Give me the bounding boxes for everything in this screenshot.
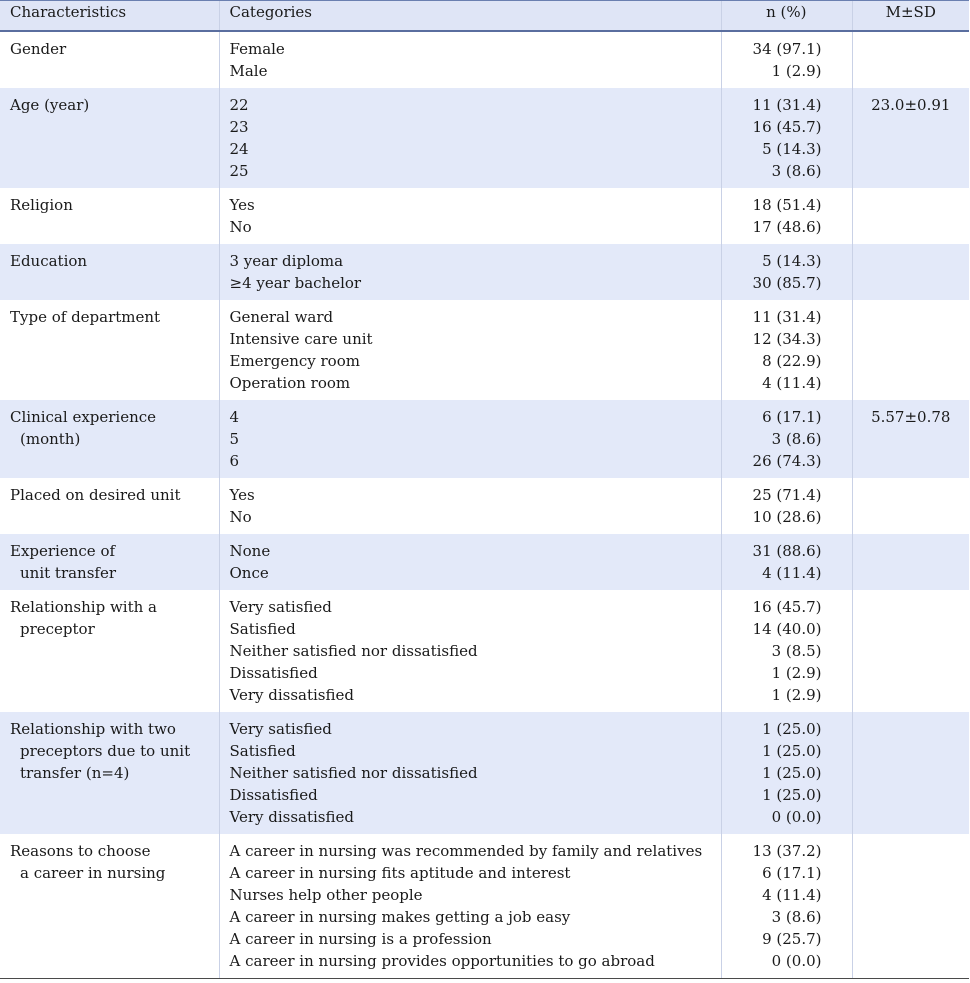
characteristic-label: Education: [10, 251, 88, 270]
characteristic-cell: [0, 88, 219, 188]
characteristic-label: Clinical experience: [10, 407, 157, 426]
n-percent-value: 8 (22.9): [762, 351, 822, 370]
categories-cell: [219, 400, 721, 478]
category-label: Once: [229, 563, 269, 582]
table-row: [0, 478, 969, 534]
categories-cell: [219, 300, 721, 400]
n-percent-value: 13 (37.2): [752, 841, 822, 860]
category-label: Female: [229, 39, 285, 58]
characteristic-cell: [0, 534, 219, 590]
table-body: [0, 31, 969, 979]
characteristic-label: Relationship with a: [10, 597, 157, 616]
header-n-percent: n (%): [721, 1, 852, 31]
m-sd-cell: [852, 31, 969, 88]
category-label: General ward: [229, 307, 334, 326]
category-label: Nurses help other people: [229, 885, 423, 904]
category-label: Satisfied: [229, 619, 296, 638]
characteristic-label: unit transfer: [20, 563, 117, 582]
category-label: A career in nursing is a profession: [229, 929, 492, 948]
category-label: Male: [229, 61, 268, 80]
n-percent-cell: [721, 188, 852, 244]
header-m-sd: M±SD: [852, 1, 969, 31]
n-percent-value: 14 (40.0): [752, 619, 822, 638]
table-row: [0, 300, 969, 400]
characteristic-label: Age (year): [10, 95, 90, 114]
characteristic-cell: [0, 590, 219, 712]
n-percent-value: 5 (14.3): [762, 251, 822, 270]
characteristic-cell: [0, 834, 219, 979]
n-percent-value: 11 (31.4): [752, 95, 822, 114]
characteristic-label: Placed on desired unit: [10, 485, 181, 504]
n-percent-value: 25 (71.4): [752, 485, 822, 504]
m-sd-cell: [852, 400, 969, 478]
characteristic-label: transfer (n=4): [20, 763, 130, 782]
n-percent-value: 31 (88.6): [752, 541, 822, 560]
category-label: 23: [229, 117, 249, 136]
n-percent-value: 6 (17.1): [762, 407, 822, 426]
m-sd-cell: [852, 590, 969, 712]
m-sd-cell: [852, 534, 969, 590]
characteristic-label: (month): [20, 429, 81, 448]
characteristic-label: Relationship with two: [10, 719, 176, 738]
category-label: A career in nursing provides opportunities to go abroad: [229, 951, 655, 970]
n-percent-value: 1 (25.0): [762, 741, 822, 760]
characteristic-cell: [0, 244, 219, 300]
n-percent-cell: [721, 300, 852, 400]
n-percent-cell: [721, 244, 852, 300]
category-label: None: [229, 541, 271, 560]
n-percent-cell: [721, 31, 852, 88]
category-label: Operation room: [229, 373, 351, 392]
table-row: [0, 400, 969, 478]
characteristic-cell: [0, 300, 219, 400]
m-sd-cell: [852, 834, 969, 979]
characteristic-cell: [0, 31, 219, 88]
n-percent-value: 3 (8.6): [771, 907, 822, 926]
category-label: No: [229, 507, 252, 526]
table-row: [0, 534, 969, 590]
table-header: [0, 1, 969, 31]
category-label: Yes: [229, 485, 255, 504]
category-label: 22: [229, 95, 249, 114]
n-percent-cell: [721, 590, 852, 712]
n-percent-value: 0 (0.0): [771, 807, 822, 826]
header-row: [0, 1, 969, 31]
category-label: Satisfied: [229, 741, 296, 760]
n-percent-value: 6 (17.1): [762, 863, 822, 882]
category-label: 4: [229, 407, 240, 426]
characteristic-cell: [0, 188, 219, 244]
header-categories: Categories: [219, 1, 721, 31]
characteristic-cell: [0, 400, 219, 478]
characteristic-label: Religion: [10, 195, 73, 214]
n-percent-value: 9 (25.7): [762, 929, 822, 948]
n-percent-value: 4 (11.4): [762, 563, 822, 582]
n-percent-value: 30 (85.7): [752, 273, 822, 292]
n-percent-value: 3 (8.6): [771, 429, 822, 448]
category-label: 6: [229, 451, 240, 470]
n-percent-value: 16 (45.7): [752, 597, 822, 616]
n-percent-cell: [721, 478, 852, 534]
category-label: Neither satisfied nor dissatisfied: [229, 763, 478, 782]
characteristic-cell: [0, 478, 219, 534]
categories-cell: [219, 834, 721, 979]
table-row: [0, 834, 969, 979]
m-sd-cell: [852, 478, 969, 534]
characteristic-label: preceptors due to unit: [20, 741, 191, 760]
table-row: [0, 188, 969, 244]
category-label: Very dissatisfied: [229, 685, 354, 704]
characteristic-cell: [0, 712, 219, 834]
category-label: Very dissatisfied: [229, 807, 354, 826]
n-percent-value: 4 (11.4): [762, 373, 822, 392]
category-label: Intensive care unit: [229, 329, 373, 348]
n-percent-value: 1 (2.9): [771, 61, 822, 80]
characteristic-label: Reasons to choose: [10, 841, 151, 860]
n-percent-value: 3 (8.5): [771, 641, 822, 660]
characteristic-label: preceptor: [20, 619, 95, 638]
n-percent-value: 3 (8.6): [771, 161, 822, 180]
category-label: Yes: [229, 195, 255, 214]
category-label: Very satisfied: [229, 719, 332, 738]
categories-cell: [219, 534, 721, 590]
n-percent-cell: [721, 88, 852, 188]
n-percent-value: 1 (2.9): [771, 663, 822, 682]
category-label: A career in nursing makes getting a job easy: [229, 907, 571, 926]
n-percent-cell: [721, 712, 852, 834]
category-label: A career in nursing was recommended by family and relatives: [229, 841, 703, 860]
n-percent-cell: [721, 534, 852, 590]
characteristic-label: Gender: [10, 39, 67, 58]
category-label: ≥4 year bachelor: [229, 273, 362, 292]
category-label: Neither satisfied nor dissatisfied: [229, 641, 478, 660]
characteristic-label: Experience of: [10, 541, 116, 560]
category-label: 5: [229, 429, 240, 448]
n-percent-value: 1 (25.0): [762, 763, 822, 782]
n-percent-value: 5 (14.3): [762, 139, 822, 158]
categories-cell: [219, 244, 721, 300]
category-label: 25: [229, 161, 249, 180]
categories-cell: [219, 188, 721, 244]
characteristic-label: a career in nursing: [20, 863, 166, 882]
n-percent-value: 12 (34.3): [752, 329, 822, 348]
category-label: Very satisfied: [229, 597, 332, 616]
m-sd-value: 5.57±0.78: [871, 407, 951, 426]
table-row: [0, 88, 969, 188]
category-label: A career in nursing fits aptitude and interest: [229, 863, 571, 882]
n-percent-value: 1 (25.0): [762, 785, 822, 804]
m-sd-cell: [852, 188, 969, 244]
n-percent-value: 1 (2.9): [771, 685, 822, 704]
category-label: No: [229, 217, 252, 236]
header-characteristics: Characteristics: [0, 1, 219, 31]
categories-cell: [219, 88, 721, 188]
table-row: [0, 31, 969, 88]
n-percent-cell: [721, 400, 852, 478]
n-percent-value: 26 (74.3): [752, 451, 822, 470]
n-percent-cell: [721, 834, 852, 979]
n-percent-value: 34 (97.1): [752, 39, 822, 58]
n-percent-value: 4 (11.4): [762, 885, 822, 904]
m-sd-cell: [852, 712, 969, 834]
m-sd-cell: [852, 88, 969, 188]
category-label: Emergency room: [229, 351, 360, 370]
n-percent-value: 16 (45.7): [752, 117, 822, 136]
category-label: Dissatisfied: [229, 785, 318, 804]
category-label: 3 year diploma: [229, 251, 344, 270]
categories-cell: [219, 478, 721, 534]
n-percent-value: 18 (51.4): [752, 195, 822, 214]
n-percent-value: 1 (25.0): [762, 719, 822, 738]
categories-cell: [219, 590, 721, 712]
table-row: [0, 590, 969, 712]
categories-cell: [219, 712, 721, 834]
category-label: Dissatisfied: [229, 663, 318, 682]
n-percent-value: 10 (28.6): [752, 507, 822, 526]
n-percent-value: 17 (48.6): [752, 217, 822, 236]
characteristic-label: Type of department: [10, 307, 161, 326]
m-sd-value: 23.0±0.91: [871, 95, 951, 114]
m-sd-cell: [852, 244, 969, 300]
category-label: 24: [229, 139, 249, 158]
categories-cell: [219, 31, 721, 88]
table-row: [0, 712, 969, 834]
n-percent-value: 11 (31.4): [752, 307, 822, 326]
m-sd-cell: [852, 300, 969, 400]
table-row: [0, 244, 969, 300]
n-percent-value: 0 (0.0): [771, 951, 822, 970]
